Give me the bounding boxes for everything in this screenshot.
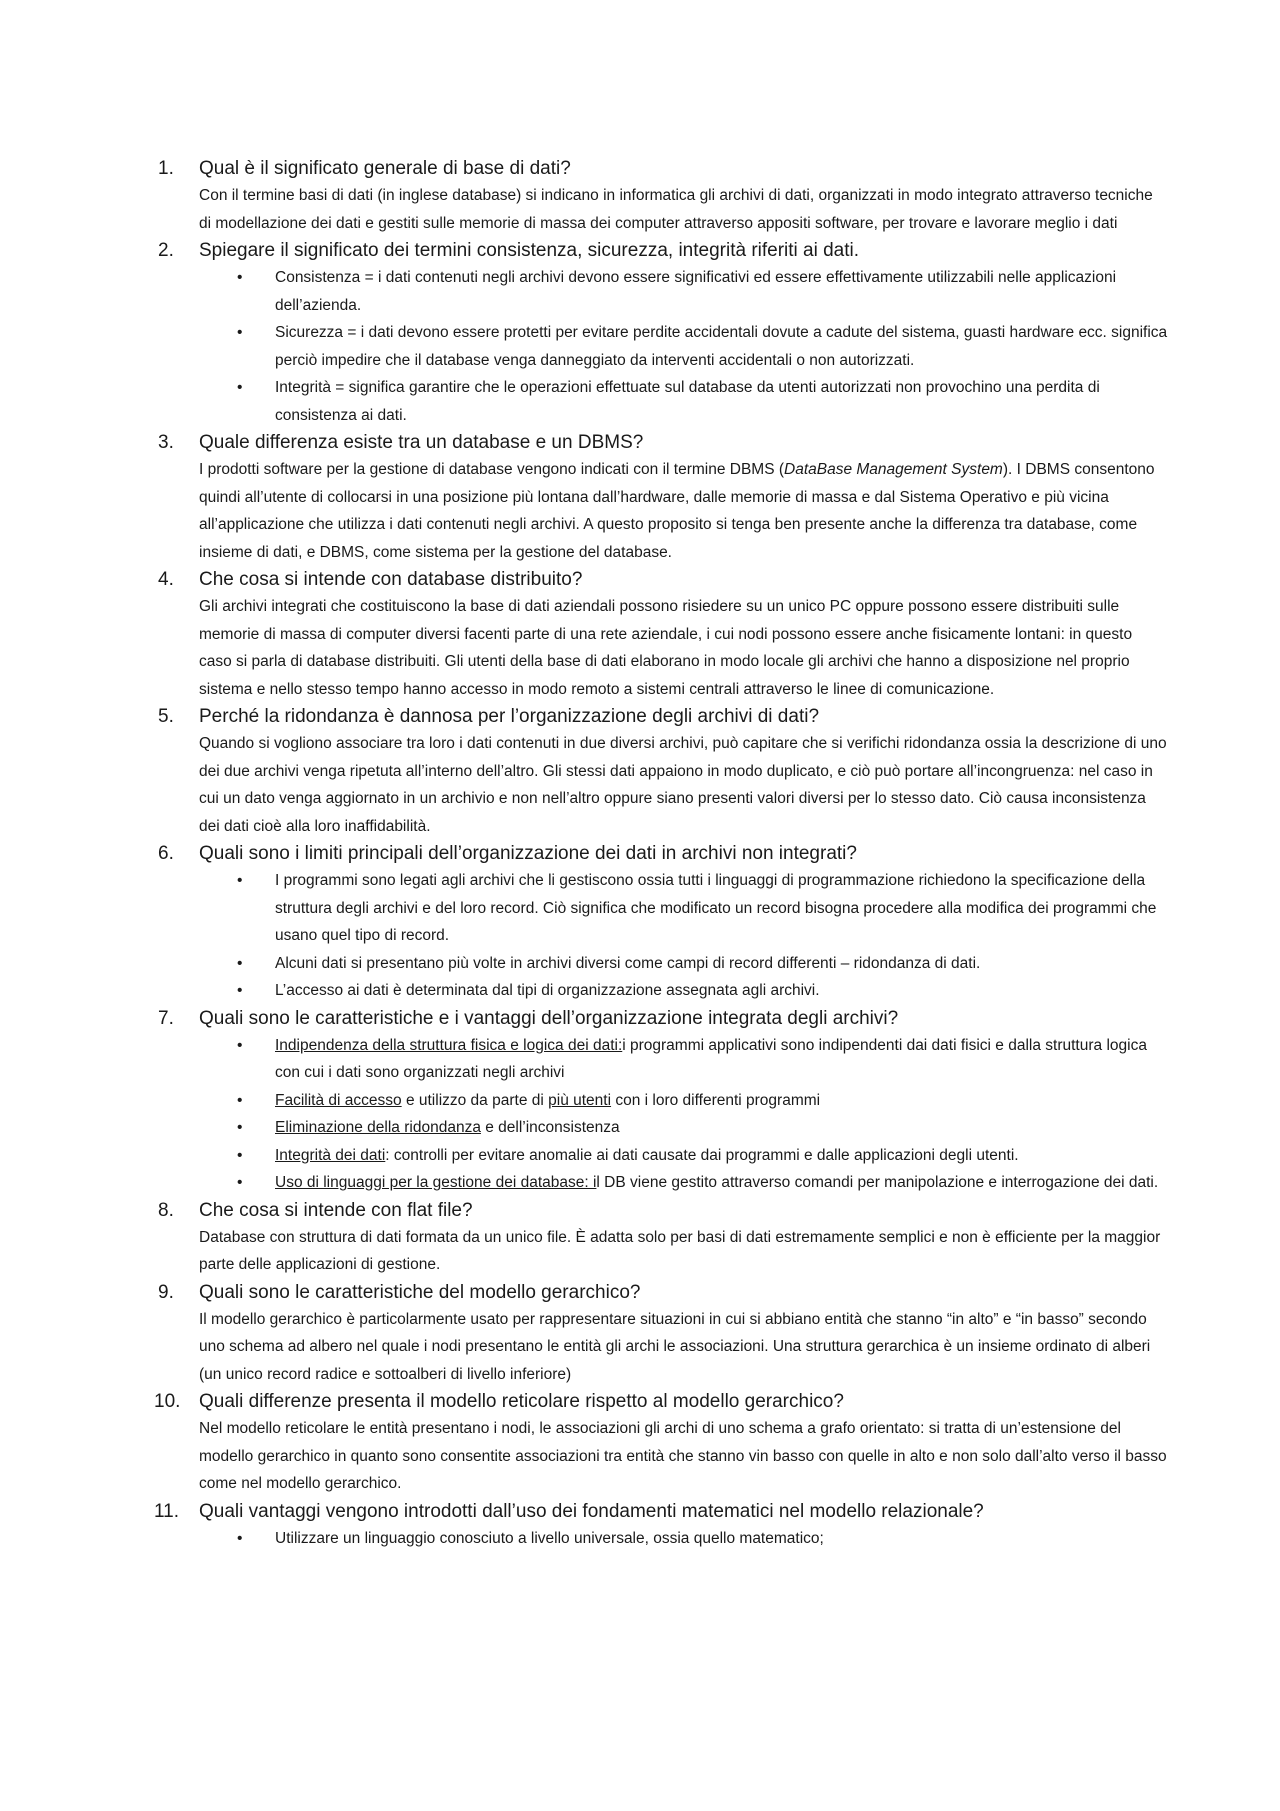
underlined-term: Facilità di accesso (275, 1091, 402, 1109)
question-number: 8. (158, 1199, 174, 1221)
list-item: • Integrità = significa garantire che le operazioni effettuate sul database da utenti autorizzati non provochino una perdita di consistenza ai dati. (275, 374, 1168, 429)
list-item: • Eliminazione della ridondanza e dell’inconsistenza (275, 1114, 1168, 1142)
list-item: • L’accesso ai dati è determinata dal tipi di organizzazione assegnata agli archivi. (275, 977, 1168, 1005)
question-title: Quale differenza esiste tra un database e un DBMS? (199, 432, 644, 453)
bullet-icon: • (237, 324, 243, 341)
answer-text: Gli archivi integrati che costituiscono la base di dati aziendali possono risiedere su un unico PC oppure possono essere distribuiti sulle memorie di massa di computer diversi facenti parte di una rete aziendale, i cui nodi possono essere anche fisicamente lontani: in questo caso si parla di database distribuiti. Gli utenti della base di dati elaborano in modo locale gli archivi che hanno a disposizione nel proprio sistema e nello stesso tempo hanno accesso in modo remoto a sistemi centrali attraverso le linee di comunicazione. (199, 598, 1133, 698)
answer-text: Database con struttura di dati formata da un unico file. È adatta solo per basi di dati estremamente semplici e non è efficiente per la maggior parte delle applicazioni di gestione. (199, 1228, 1161, 1273)
emphasis-text: DataBase Management System (784, 461, 1003, 478)
question-title: Quali sono le caratteristiche del modello gerarchico? (199, 1281, 641, 1303)
answer-text: Il modello gerarchico è particolarmente usato per rappresentare situazioni in cui si abbiano entità che stanno “in alto” e “in basso” secondo uno schema ad albero nel quale i nodi presentano le entità gli archi le associazioni. Una struttura gerarchica è un insieme ordinato di alberi (un unico record radice e sottoalberi di livello inferiore) (199, 1310, 1151, 1383)
bullet-icon: • (237, 1036, 243, 1054)
bullet-icon: • (237, 269, 243, 286)
list-item: • Alcuni dati si presentano più volte in archivi diversi come campi di record differenti – ridondanza di dati. (275, 950, 1168, 978)
question-number: 1. (158, 158, 174, 179)
underlined-term: Indipendenza della struttura fisica e logica dei dati: (275, 1036, 623, 1054)
question-number: 9. (158, 1281, 174, 1303)
question-number: 6. (158, 843, 174, 864)
list-item: • Facilità di accesso e utilizzo da parte di più utenti con i loro differenti programmi (275, 1087, 1168, 1115)
question-title: Che cosa si intende con database distribuito? (199, 569, 583, 590)
question-title: Qual è il significato generale di base di dati? (199, 158, 571, 179)
question-title: Quali sono le caratteristiche e i vantaggi dell’organizzazione integrata degli archivi? (199, 1007, 899, 1029)
question-number: 2. (158, 240, 174, 261)
question-2 (158, 237, 1168, 429)
question-8 (158, 1197, 1168, 1279)
question-5 (158, 703, 1168, 840)
question-number: 4. (158, 569, 174, 590)
question-7 (158, 1005, 1168, 1197)
question-3 (158, 429, 1168, 566)
question-11 (154, 1498, 1168, 1553)
question-4 (158, 566, 1168, 703)
question-1 (158, 155, 1168, 237)
list-item: • I programmi sono legati agli archivi che li gestiscono ossia tutti i linguaggi di programmazione richiedono la specificazione della struttura degli archivi e del loro record. Ciò significa che modificato un record bisogna procedere alla modifica dei programmi che usano quel tipo di record. (275, 867, 1168, 950)
list-item: • Integrità dei dati: controlli per evitare anomalie ai dati causate dai programmi e dalle applicazioni degli utenti. (275, 1142, 1168, 1170)
question-title: Spiegare il significato dei termini consistenza, sicurezza, integrità riferiti ai dati. (199, 240, 860, 261)
question-10 (154, 1388, 1168, 1498)
question-title: Che cosa si intende con flat file? (199, 1199, 473, 1221)
underlined-term: più utenti (548, 1091, 612, 1109)
bullet-icon: • (237, 379, 243, 396)
answer-bullet-list (158, 1032, 1168, 1197)
underlined-term: Eliminazione della ridondanza (275, 1119, 481, 1136)
list-item: • Utilizzare un linguaggio conosciuto a livello universale, ossia quello matematico; (275, 1525, 1168, 1553)
bullet-icon: • (237, 1174, 243, 1191)
list-item: • Consistenza = i dati contenuti negli archivi devono essere significativi ed essere effettivamente utilizzabili nelle applicazioni dell’azienda. (275, 264, 1168, 319)
answer-text: Quando si vogliono associare tra loro i dati contenuti in due diversi archivi, può capitare che si verifichi ridondanza ossia la descrizione di uno dei due archivi venga ripetuta all’interno dell’altro. Gli stessi dati appaiono in modo duplicato, e ciò può portare all’incongruenza: nel caso in cui un dato venga aggiornato in un archivio e non nell’altro oppure siano presenti valori diversi per lo stesso dato. Ciò causa inconsistenza dei dati cioè alla loro inaffidabilità. (199, 735, 1167, 835)
bullet-icon: • (237, 954, 243, 972)
list-item: • Sicurezza = i dati devono essere protetti per evitare perdite accidentali dovute a cadute del sistema, guasti hardware ecc. significa perciò impedire che il database venga danneggiato da interventi accidentali o non autorizzati. (275, 319, 1168, 374)
answer-text: I prodotti software per la gestione di database vengono indicati con il termine DBMS (DataBase Management System). I DBMS consentono quindi all’utente di collocarsi in una posizione più lontana dall’hardware, dalle memorie di massa e dal Sistema Operativo e più vicina all’applicazione che utilizza i dati contenuti negli archivi. A questo proposito si tenga ben presente anche la differenza tra database, come insieme di dati, e DBMS, come sistema per la gestione del database. (199, 461, 1155, 561)
question-number: 3. (158, 432, 174, 453)
underlined-term: Uso di linguaggi per la gestione dei database: i (275, 1174, 597, 1191)
answer-bullet-list (158, 264, 1168, 429)
answer-bullet-list (158, 867, 1168, 1005)
bullet-icon: • (237, 1529, 243, 1547)
underlined-term: Integrità dei dati (275, 1146, 386, 1164)
question-number: 5. (158, 706, 174, 727)
question-number: 11. (154, 1500, 180, 1522)
answer-text: Nel modello reticolare le entità presentano i nodi, le associazioni gli archi di uno schema a grafo orientato: si tratta di un’estensione del modello gerarchico in quanto sono consentite associazioni tra entità che stanno vin basso con quelle in alto e non solo dall’alto verso il basso come nel modello gerarchico. (199, 1420, 1167, 1492)
question-title: Perché la ridondanza è dannosa per l’organizzazione degli archivi di dati? (199, 706, 820, 727)
answer-text: Con il termine basi di dati (in inglese database) si indicano in informatica gli archivi di dati, organizzati in modo integrato attraverso tecniche di modellazione dei dati e gestiti sulle memorie di massa dei computer attraverso appositi software, per trovare e lavorare meglio i dati (199, 187, 1153, 232)
bullet-icon: • (237, 872, 243, 889)
question-6 (158, 840, 1168, 1005)
list-item: • Uso di linguaggi per la gestione dei database: il DB viene gestito attraverso comandi per manipolazione e interrogazione dei dati. (275, 1169, 1168, 1197)
bullet-icon: • (237, 1119, 243, 1136)
bullet-icon: • (237, 982, 243, 999)
question-title: Quali vantaggi vengono introdotti dall’uso dei fondamenti matematici nel modello relazionale? (199, 1500, 984, 1522)
question-number: 10. (154, 1391, 181, 1412)
question-title: Quali differenze presenta il modello reticolare rispetto al modello gerarchico? (199, 1391, 844, 1412)
answer-bullet-list (158, 1525, 1168, 1553)
question-title: Quali sono i limiti principali dell’organizzazione dei dati in archivi non integrati? (199, 843, 857, 864)
faq-list (154, 155, 1168, 1552)
question-number: 7. (158, 1007, 174, 1029)
bullet-icon: • (237, 1091, 243, 1109)
bullet-icon: • (237, 1146, 243, 1164)
list-item: • Indipendenza della struttura fisica e logica dei dati:i programmi applicativi sono indipendenti dai dati fisici e dalla struttura logica con cui i dati sono organizzati negli archivi (275, 1032, 1168, 1087)
question-9 (158, 1279, 1168, 1389)
